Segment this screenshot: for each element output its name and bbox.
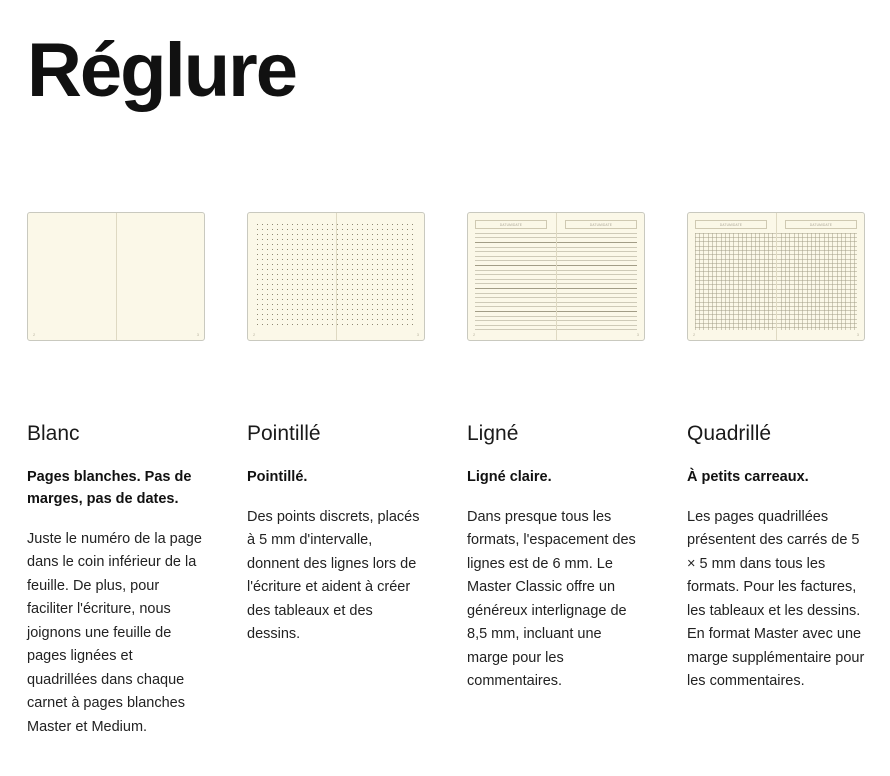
page-number-left: 2 bbox=[473, 332, 476, 337]
page-number-right: 3 bbox=[196, 332, 199, 337]
page-number-left: 2 bbox=[33, 332, 36, 337]
notebook-thumbnail-blanc[interactable] bbox=[27, 212, 205, 341]
ruling-heading-ligne: Ligné bbox=[467, 422, 519, 445]
page-number-right: 3 bbox=[856, 332, 859, 337]
page-number-right: 3 bbox=[416, 332, 419, 337]
page-number-left: 2 bbox=[253, 332, 256, 337]
notebook-thumbnail-quadrille[interactable] bbox=[687, 212, 865, 341]
ruling-heading-blanc: Blanc bbox=[27, 422, 80, 445]
ruling-heading-quadrille: Quadrillé bbox=[687, 422, 772, 445]
date-field-left: DATUM/DATE bbox=[695, 220, 767, 229]
ruling-heading-pointille: Pointillé bbox=[247, 422, 321, 445]
page-number-left: 2 bbox=[693, 332, 696, 337]
ruling-column-pointille bbox=[247, 212, 425, 739]
ruling-body-pointille: Des points discrets, placés à 5 mm d'intervalle, donnent des lignes lors de l'écriture et aident à créer des tableaux et des dessins. bbox=[247, 508, 420, 643]
notebook-thumbnail-pointille[interactable] bbox=[247, 212, 425, 341]
ruling-lead-pointille: Pointillé. bbox=[247, 469, 308, 486]
page-title: Réglure bbox=[27, 28, 296, 113]
page-number-right: 3 bbox=[636, 332, 639, 337]
ruling-column-quadrille bbox=[687, 212, 865, 739]
date-field-left: DATUM/DATE bbox=[475, 220, 547, 229]
ruling-body-blanc: Juste le numéro de la page dans le coin inférieur de la feuille. De plus, pour faciliter l'écriture, nous joignons une feuille de pages lignées et quadrillées dans chaque carnet à pages blanches Master et Medium. bbox=[27, 530, 202, 735]
ruling-body-quadrille: Les pages quadrillées présentent des carrés de 5 × 5 mm dans tous les formats. Pour les factures, les tableaux et les dessins. En format Master avec une marge supplémentaire pour les commentaires. bbox=[687, 508, 865, 690]
date-field-right: DATUM/DATE bbox=[565, 220, 637, 229]
notebook-thumbnail-ligne[interactable] bbox=[467, 212, 645, 341]
ruling-lead-blanc: Pages blanches. Pas de marges, pas de dates. bbox=[27, 469, 192, 507]
ruling-column-blanc bbox=[27, 212, 205, 739]
ruling-column-ligne bbox=[467, 212, 645, 739]
spine-divider bbox=[776, 213, 777, 340]
spine-divider bbox=[556, 213, 557, 340]
ruling-lead-ligne: Ligné claire. bbox=[467, 469, 552, 486]
ruling-body-ligne: Dans presque tous les formats, l'espacement des lignes est de 6 mm. Le Master Classic offre un généreux interlignage de 8,5 mm, incluant une marge pour les commentaires. bbox=[467, 508, 636, 690]
spine-divider bbox=[336, 213, 337, 340]
date-field-right: DATUM/DATE bbox=[785, 220, 857, 229]
ruling-columns bbox=[27, 212, 863, 739]
ruling-lead-quadrille: À petits carreaux. bbox=[687, 469, 809, 486]
spine-divider bbox=[116, 213, 117, 340]
